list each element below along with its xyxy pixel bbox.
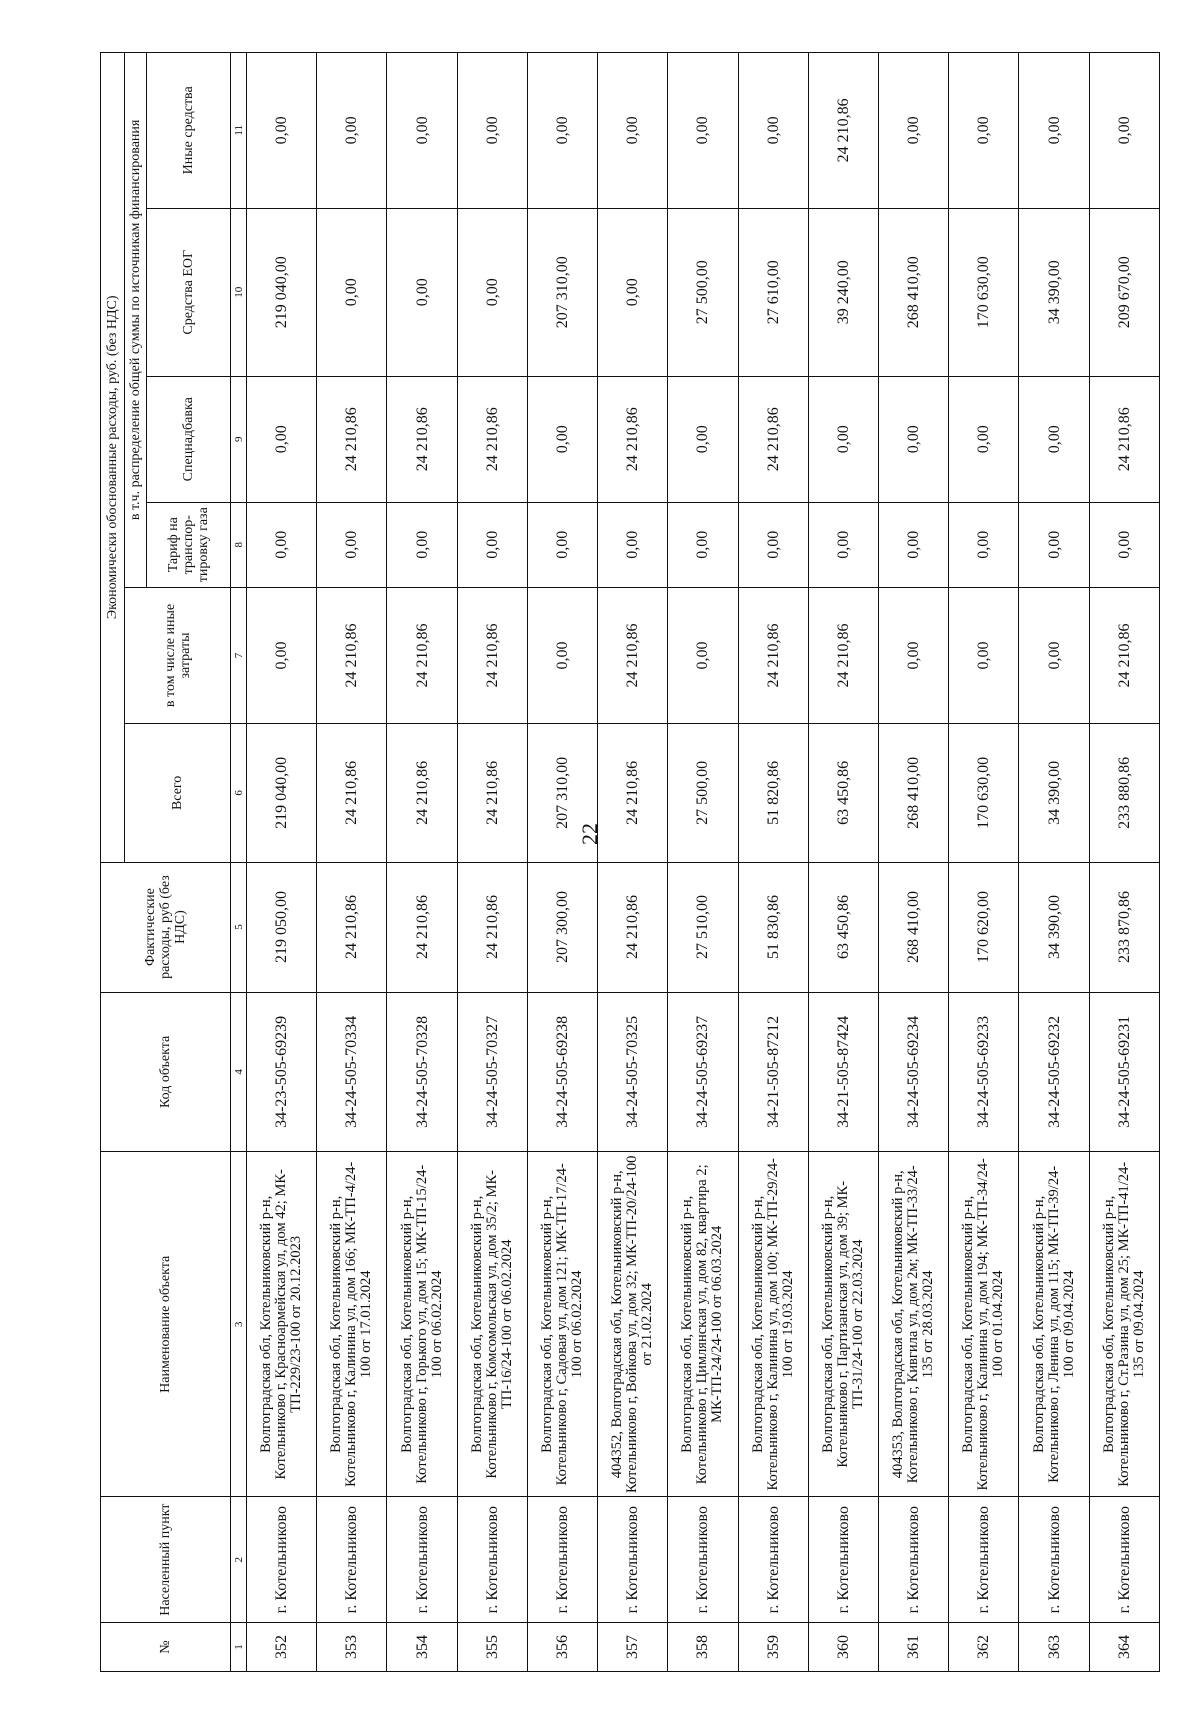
row-number: 360	[808, 1623, 878, 1672]
special-surcharge-cell: 24 210,86	[457, 376, 527, 502]
actual-costs-cell: 207 300,00	[527, 862, 597, 992]
row-number: 361	[878, 1623, 948, 1672]
tariff-cell: 0,00	[527, 502, 597, 587]
column-number: 11	[231, 53, 247, 209]
table-row	[1019, 53, 1089, 1672]
table-row	[598, 53, 668, 1672]
header-econ-group: Экономически обоснованные расходы, руб. (без НДС)	[101, 53, 125, 863]
row-number: 354	[387, 1623, 457, 1672]
column-number: 2	[231, 1497, 247, 1623]
row-number: 353	[317, 1623, 387, 1672]
other-funds-cell: 0,00	[668, 53, 738, 209]
other-costs-cell: 0,00	[247, 587, 317, 723]
other-costs-cell: 0,00	[527, 587, 597, 723]
special-surcharge-cell: 0,00	[949, 376, 1019, 502]
eog-funds-cell: 34 390,00	[1019, 208, 1089, 376]
settlement-cell: г. Котельниково	[878, 1497, 948, 1623]
other-costs-cell: 24 210,86	[598, 587, 668, 723]
table-row	[457, 53, 527, 1672]
total-cell: 34 390,00	[1019, 724, 1089, 862]
column-number: 3	[231, 1152, 247, 1497]
tariff-cell: 0,00	[247, 502, 317, 587]
row-number: 364	[1089, 1623, 1159, 1672]
tariff-cell: 0,00	[387, 502, 457, 587]
other-costs-cell: 24 210,86	[808, 587, 878, 723]
actual-costs-cell: 268 410,00	[878, 862, 948, 992]
special-surcharge-cell: 24 210,86	[738, 376, 808, 502]
other-funds-cell: 0,00	[387, 53, 457, 209]
column-number: 4	[231, 992, 247, 1152]
total-cell: 24 210,86	[317, 724, 387, 862]
actual-costs-cell: 24 210,86	[598, 862, 668, 992]
other-funds-cell: 0,00	[1089, 53, 1159, 209]
table-body	[247, 53, 1160, 1672]
header-other-funds: Иные средства	[147, 53, 231, 209]
other-costs-cell: 0,00	[1019, 587, 1089, 723]
tariff-cell: 0,00	[949, 502, 1019, 587]
special-surcharge-cell: 24 210,86	[598, 376, 668, 502]
special-surcharge-cell: 0,00	[878, 376, 948, 502]
tariff-cell: 0,00	[808, 502, 878, 587]
special-surcharge-cell: 24 210,86	[317, 376, 387, 502]
column-number: 1	[231, 1623, 247, 1672]
header-eog-funds: Средства ЕОГ	[147, 208, 231, 376]
header-total: Всего	[125, 724, 231, 862]
row-number: 357	[598, 1623, 668, 1672]
other-funds-cell: 0,00	[738, 53, 808, 209]
object-code-cell: 34-24-505-70328	[387, 992, 457, 1152]
other-funds-cell: 0,00	[949, 53, 1019, 209]
settlement-cell: г. Котельниково	[457, 1497, 527, 1623]
settlement-cell: г. Котельниково	[808, 1497, 878, 1623]
actual-costs-cell: 51 830,86	[738, 862, 808, 992]
tariff-cell: 0,00	[1019, 502, 1089, 587]
object-name-cell: Волгоградская обл, Котельниковский р-н, Котельниково г, Горького ул, дом 15; МК-ТП-15/24-100 от 06.02.2024	[387, 1152, 457, 1497]
total-cell: 63 450,86	[808, 724, 878, 862]
header-no: №	[101, 1623, 231, 1672]
actual-costs-cell: 233 870,86	[1089, 862, 1159, 992]
eog-funds-cell: 0,00	[457, 208, 527, 376]
object-name-cell: 404352, Волгоградская обл, Котельниковский р-н, Котельниково г, Войкова ул, дом 32; МК-ТП-20/24-100 от 21.02.2024	[598, 1152, 668, 1497]
special-surcharge-cell: 24 210,86	[1089, 376, 1159, 502]
other-costs-cell: 24 210,86	[387, 587, 457, 723]
table-row	[387, 53, 457, 1672]
other-costs-cell: 24 210,86	[738, 587, 808, 723]
settlement-cell: г. Котельниково	[738, 1497, 808, 1623]
settlement-cell: г. Котельниково	[527, 1497, 597, 1623]
row-number: 359	[738, 1623, 808, 1672]
special-surcharge-cell: 0,00	[247, 376, 317, 502]
object-code-cell: 34-24-505-69231	[1089, 992, 1159, 1152]
row-number: 356	[527, 1623, 597, 1672]
other-funds-cell: 24 210,86	[808, 53, 878, 209]
object-name-cell: Волгоградская обл, Котельниковский р-н, Котельниково г, Садовая ул, дом 121; МК-ТП-17/24-100 от 06.02.2024	[527, 1152, 597, 1497]
settlement-cell: г. Котельниково	[387, 1497, 457, 1623]
eog-funds-cell: 27 500,00	[668, 208, 738, 376]
total-cell: 170 630,00	[949, 724, 1019, 862]
column-number: 8	[231, 502, 247, 587]
tariff-cell: 0,00	[598, 502, 668, 587]
table-row	[808, 53, 878, 1672]
other-funds-cell: 0,00	[457, 53, 527, 209]
settlement-cell: г. Котельниково	[598, 1497, 668, 1623]
object-code-cell: 34-24-505-69232	[1019, 992, 1089, 1152]
special-surcharge-cell: 0,00	[527, 376, 597, 502]
page-number: 22	[577, 823, 602, 845]
header-distribution-group: в т.ч. распределение общей суммы по источникам финансирования	[125, 53, 147, 588]
eog-funds-cell: 170 630,00	[949, 208, 1019, 376]
column-number-row	[231, 53, 247, 1672]
header-special-surcharge: Спецнадбавка	[147, 376, 231, 502]
other-funds-cell: 0,00	[527, 53, 597, 209]
header-object-name: Наименование объекта	[101, 1152, 231, 1497]
row-number: 355	[457, 1623, 527, 1672]
object-name-cell: Волгоградская обл, Котельниковский р-н, Котельниково г, Калинина ул, дом 166; МК-ТП-4/24-100 от 17.01.2024	[317, 1152, 387, 1497]
other-funds-cell: 0,00	[247, 53, 317, 209]
eog-funds-cell: 207 310,00	[527, 208, 597, 376]
total-cell: 233 880,86	[1089, 724, 1159, 862]
special-surcharge-cell: 0,00	[668, 376, 738, 502]
settlement-cell: г. Котельниково	[668, 1497, 738, 1623]
tariff-cell: 0,00	[457, 502, 527, 587]
header-other-costs: в том числе иные затраты	[125, 587, 231, 723]
row-number: 352	[247, 1623, 317, 1672]
special-surcharge-cell: 24 210,86	[387, 376, 457, 502]
object-code-cell: 34-24-505-70327	[457, 992, 527, 1152]
eog-funds-cell: 268 410,00	[878, 208, 948, 376]
header-settlement: Населенный пункт	[101, 1497, 231, 1623]
costs-table	[100, 52, 1160, 1672]
tariff-cell: 0,00	[878, 502, 948, 587]
other-costs-cell: 24 210,86	[1089, 587, 1159, 723]
total-cell: 268 410,00	[878, 724, 948, 862]
object-name-cell: Волгоградская обл, Котельниковский р-н, Котельниково г, Калинина ул, дом 194; МК-ТП-34/24-100 от 01.04.2024	[949, 1152, 1019, 1497]
other-funds-cell: 0,00	[317, 53, 387, 209]
tariff-cell: 0,00	[317, 502, 387, 587]
table-row	[527, 53, 597, 1672]
actual-costs-cell: 27 510,00	[668, 862, 738, 992]
actual-costs-cell: 63 450,86	[808, 862, 878, 992]
eog-funds-cell: 0,00	[387, 208, 457, 376]
table-row	[949, 53, 1019, 1672]
table-row	[668, 53, 738, 1672]
object-name-cell: Волгоградская обл, Котельниковский р-н, Котельниково г, Комсомольская ул, дом 35/2; МК-ТП-16/24-100 от 06.02.2024	[457, 1152, 527, 1497]
column-number: 10	[231, 208, 247, 376]
total-cell: 24 210,86	[598, 724, 668, 862]
other-costs-cell: 0,00	[949, 587, 1019, 723]
other-costs-cell: 0,00	[878, 587, 948, 723]
total-cell: 27 500,00	[668, 724, 738, 862]
object-code-cell: 34-23-505-69239	[247, 992, 317, 1152]
actual-costs-cell: 24 210,86	[457, 862, 527, 992]
object-name-cell: Волгоградская обл, Котельниковский р-н, Котельниково г, Калинина ул, дом 100; МК-ТП-29/24-100 от 19.03.2024	[738, 1152, 808, 1497]
other-costs-cell: 24 210,86	[457, 587, 527, 723]
eog-funds-cell: 0,00	[598, 208, 668, 376]
eog-funds-cell: 209 670,00	[1089, 208, 1159, 376]
header-tariff: Тариф на транспор-тировку газа	[147, 502, 231, 587]
tariff-cell: 0,00	[1089, 502, 1159, 587]
table-row	[247, 53, 317, 1672]
total-cell: 24 210,86	[387, 724, 457, 862]
object-name-cell: Волгоградская обл, Котельниковский р-н, Котельниково г, Партизанская ул, дом 39; МК-ТП-31/24-100 от 22.03.2024	[808, 1152, 878, 1497]
object-name-cell: 404353, Волгоградская обл, Котельниковский р-н, Котельниково г, Кивгила ул, дом 2м; МК-ТП-33/24-135 от 28.03.2024	[878, 1152, 948, 1497]
other-funds-cell: 0,00	[1019, 53, 1089, 209]
object-name-cell: Волгоградская обл, Котельниковский р-н, Котельниково г, Цимлянская ул, дом 82, квартира 2; МК-ТП-24/24-100 от 06.03.2024	[668, 1152, 738, 1497]
table-row	[738, 53, 808, 1672]
special-surcharge-cell: 0,00	[1019, 376, 1089, 502]
total-cell: 219 040,00	[247, 724, 317, 862]
actual-costs-cell: 24 210,86	[387, 862, 457, 992]
object-code-cell: 34-24-505-69233	[949, 992, 1019, 1152]
other-costs-cell: 0,00	[668, 587, 738, 723]
row-number: 358	[668, 1623, 738, 1672]
settlement-cell: г. Котельниково	[317, 1497, 387, 1623]
column-number: 7	[231, 587, 247, 723]
special-surcharge-cell: 0,00	[808, 376, 878, 502]
settlement-cell: г. Котельниково	[1089, 1497, 1159, 1623]
column-number: 6	[231, 724, 247, 862]
row-number: 362	[949, 1623, 1019, 1672]
column-number: 5	[231, 862, 247, 992]
table-row	[317, 53, 387, 1672]
rotated-page	[100, 52, 1160, 1672]
object-name-cell: Волгоградская обл, Котельниковский р-н, Котельниково г, Красноармейская ул, дом 42; МК-ТП-229/23-100 от 20.12.2023	[247, 1152, 317, 1497]
actual-costs-cell: 170 620,00	[949, 862, 1019, 992]
table-row	[878, 53, 948, 1672]
object-code-cell: 34-24-505-69234	[878, 992, 948, 1152]
actual-costs-cell: 24 210,86	[317, 862, 387, 992]
total-cell: 24 210,86	[457, 724, 527, 862]
object-name-cell: Волгоградская обл, Котельниковский р-н, Котельниково г, Ленина ул, дом 115; МК-ТП-39/24-100 от 09.04.2024	[1019, 1152, 1089, 1497]
object-code-cell: 34-24-505-70334	[317, 992, 387, 1152]
column-number: 9	[231, 376, 247, 502]
row-number: 363	[1019, 1623, 1089, 1672]
table-row	[1089, 53, 1159, 1672]
header-actual-costs: Фактические расходы, руб (без НДС)	[101, 862, 231, 992]
settlement-cell: г. Котельниково	[949, 1497, 1019, 1623]
total-cell: 51 820,86	[738, 724, 808, 862]
settlement-cell: г. Котельниково	[247, 1497, 317, 1623]
eog-funds-cell: 0,00	[317, 208, 387, 376]
eog-funds-cell: 219 040,00	[247, 208, 317, 376]
header-object-code: Код объекта	[101, 992, 231, 1152]
actual-costs-cell: 219 050,00	[247, 862, 317, 992]
tariff-cell: 0,00	[668, 502, 738, 587]
object-code-cell: 34-24-505-70325	[598, 992, 668, 1152]
object-code-cell: 34-24-505-69237	[668, 992, 738, 1152]
other-costs-cell: 24 210,86	[317, 587, 387, 723]
object-name-cell: Волгоградская обл, Котельниковский р-н, Котельниково г, Ст.Разина ул, дом 25; МК-ТП-41/24-135 от 09.04.2024	[1089, 1152, 1159, 1497]
object-code-cell: 34-24-505-69238	[527, 992, 597, 1152]
object-code-cell: 34-21-505-87424	[808, 992, 878, 1152]
tariff-cell: 0,00	[738, 502, 808, 587]
other-funds-cell: 0,00	[598, 53, 668, 209]
eog-funds-cell: 39 240,00	[808, 208, 878, 376]
object-code-cell: 34-21-505-87212	[738, 992, 808, 1152]
table-header	[101, 53, 247, 1672]
other-funds-cell: 0,00	[878, 53, 948, 209]
actual-costs-cell: 34 390,00	[1019, 862, 1089, 992]
settlement-cell: г. Котельниково	[1019, 1497, 1089, 1623]
total-cell: 207 310,00	[527, 724, 597, 862]
eog-funds-cell: 27 610,00	[738, 208, 808, 376]
